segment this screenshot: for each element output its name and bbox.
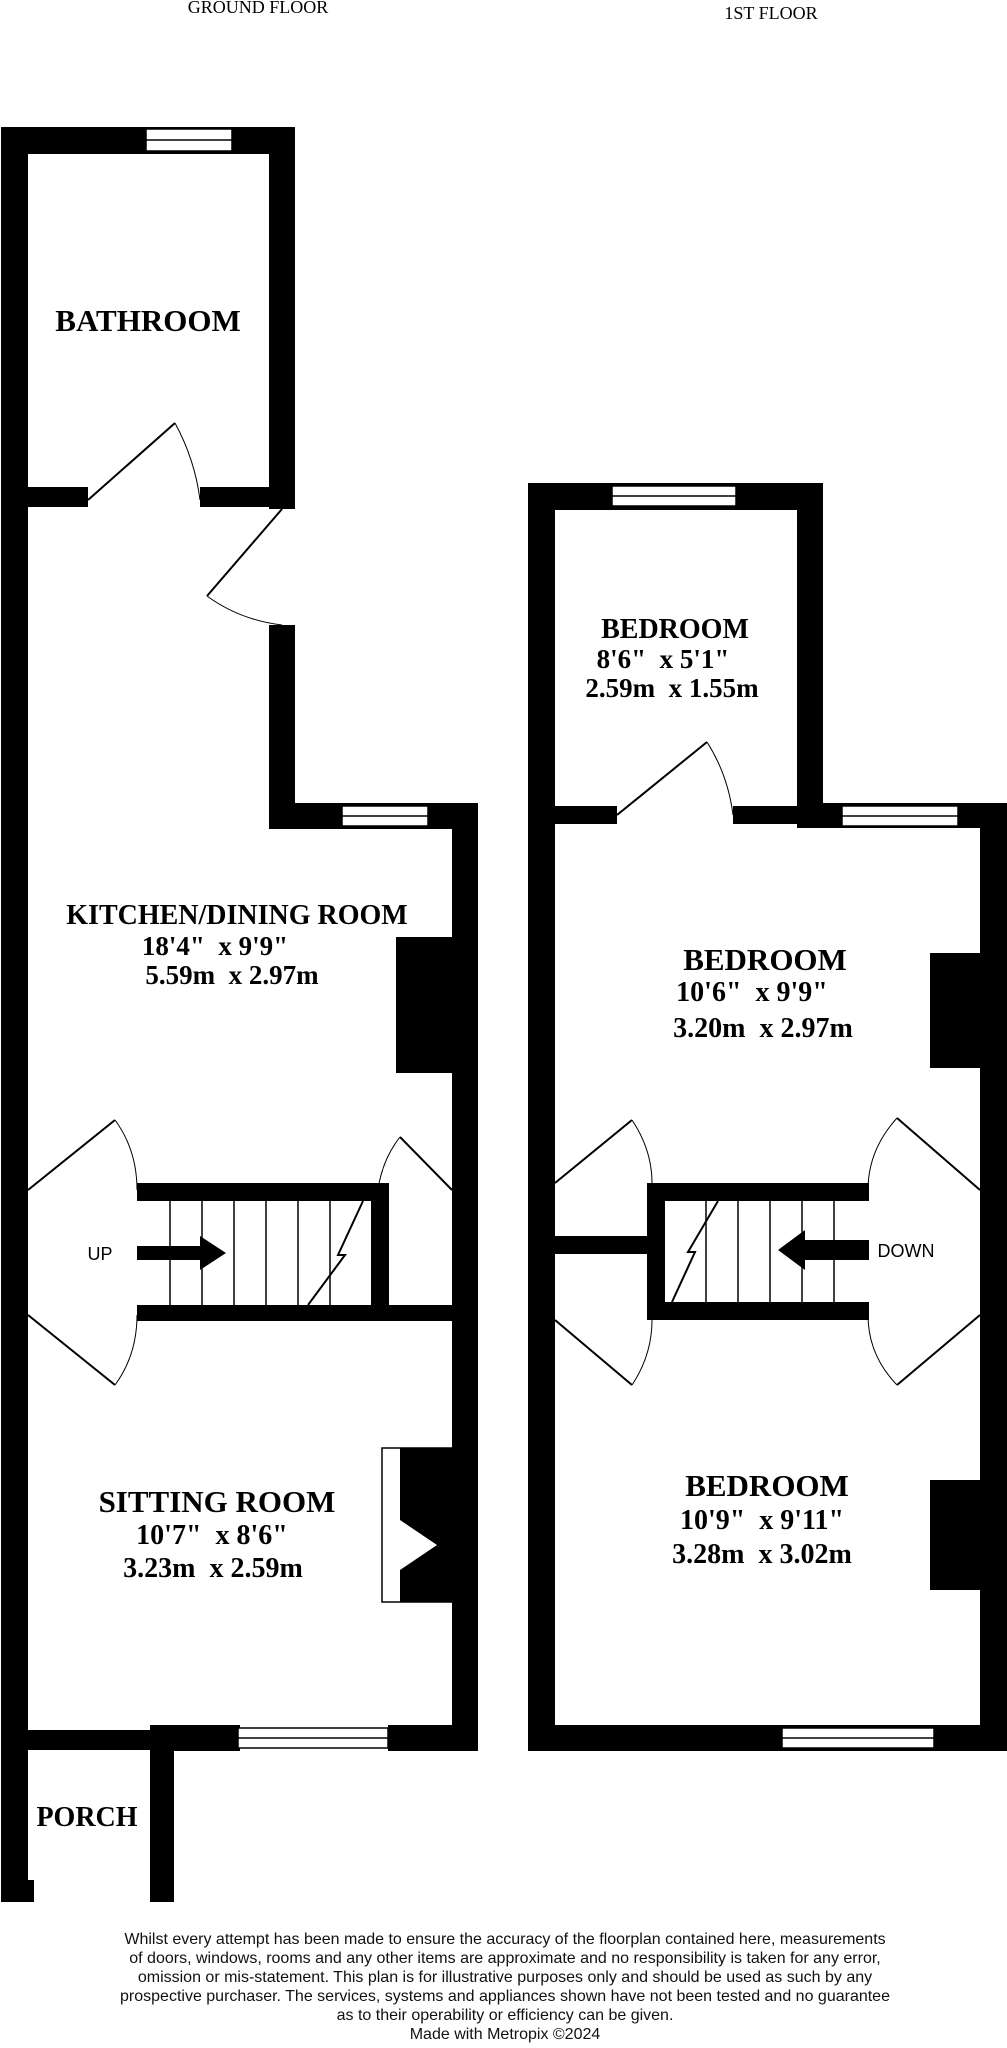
ground-staircase [137, 1201, 363, 1305]
small-bedroom-label [585, 614, 759, 703]
middle-bedroom-metric: 3.20m x 2.97m [673, 1013, 853, 1044]
disclaimer-credit: Made with Metropix ©2024 [409, 2026, 601, 2043]
porch-name: PORCH [36, 1802, 138, 1833]
middle-bedroom-name: BEDROOM [683, 942, 847, 977]
first-staircase [672, 1201, 869, 1302]
bathroom-name: BATHROOM [55, 303, 241, 338]
kitchen-imperial: 18'4" x 9'9" [141, 931, 289, 961]
disclaimer-line: Whilst every attempt has been made to ensure the accuracy of the floorplan contained here, measurements [124, 1931, 886, 1948]
middle-bedroom-label [673, 942, 853, 1044]
sitting-room-label [99, 1484, 336, 1584]
down-label: DOWN [877, 1241, 935, 1261]
small-bedroom-door [617, 742, 707, 815]
first-floor-title: 1ST FLOOR [724, 3, 818, 23]
disclaimer-line: omission or mis-statement. This plan is for illustrative purposes only and should be used as such by any [137, 1969, 873, 1986]
sitting-room-name: SITTING ROOM [98, 1484, 336, 1519]
front-bedroom-imperial: 10'9" x 9'11" [679, 1505, 845, 1536]
up-label: UP [87, 1244, 113, 1264]
disclaimer-line: prospective purchaser. The services, systems and appliances shown have not been tested and no guarantee [120, 1988, 890, 2005]
disclaimer-line: as to their operability or efficiency can be given. [336, 2007, 674, 2024]
front-bedroom-metric: 3.28m x 3.02m [672, 1539, 852, 1570]
bathroom-label [55, 303, 240, 338]
small-bedroom-name: BEDROOM [601, 614, 749, 645]
down-arrow-icon [778, 1230, 869, 1270]
up-arrow-icon [137, 1236, 226, 1270]
disclaimer [90, 1930, 920, 2044]
disclaimer-line: of doors, windows, rooms and any other items are approximate and no responsibility is taken for any error, [129, 1950, 881, 1967]
passage-door [207, 509, 282, 596]
ground-floor-plan [1, 127, 478, 1902]
ground-floor-title: GROUND FLOOR [187, 0, 329, 17]
sitting-room-metric: 3.23m x 2.59m [123, 1553, 303, 1584]
sitting-room-imperial: 10'7" x 8'6" [136, 1520, 288, 1551]
kitchen-label [66, 900, 407, 990]
bathroom-door [88, 423, 175, 500]
front-bedroom-name: BEDROOM [685, 1468, 849, 1503]
small-bedroom-metric: 2.59m x 1.55m [585, 673, 759, 703]
middle-bedroom-imperial: 10'6" x 9'9" [676, 977, 828, 1008]
kitchen-name: KITCHEN/DINING ROOM [66, 900, 408, 931]
kitchen-metric: 5.59m x 2.97m [145, 960, 319, 990]
front-bedroom-label [672, 1468, 852, 1570]
small-bedroom-imperial: 8'6" x 5'1" [596, 644, 730, 674]
